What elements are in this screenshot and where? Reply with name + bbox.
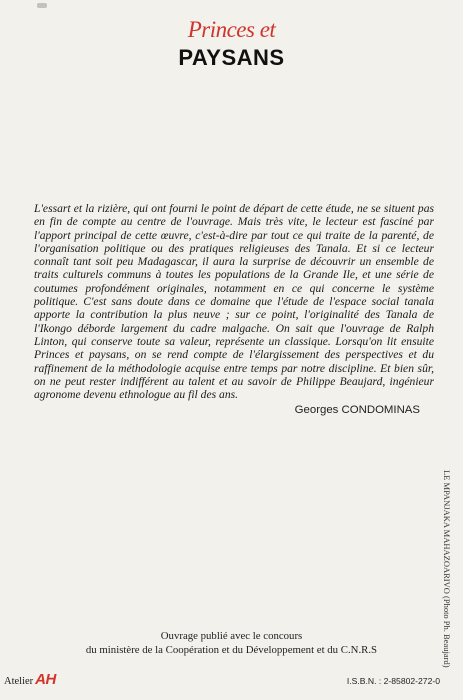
author-name: Georges CONDOMINAS <box>294 404 420 416</box>
support-notice <box>0 629 463 657</box>
publisher-label: Atelier <box>4 676 34 687</box>
title-line-1: Princes et <box>187 17 276 42</box>
staple-mark <box>37 3 47 8</box>
isbn: I.S.B.N. : 2-85802-272-0 <box>346 676 440 686</box>
publisher-logo: AH <box>35 671 56 688</box>
support-line-2: du ministère de la Coopération et du Développement et du C.N.R.S <box>85 644 378 656</box>
photo-credit: LE MPANJAKA MAHAZOARIVO (Photo Ph. Beaujard) <box>442 470 452 668</box>
blurb-text: L'essart et la rizière, qui ont fourni le point de départ de cette étude, ne se situent pas en fin de compte au centre de l'ouvrage. Mais très vite, le lecteur est fasciné par l'apport principal de cette œuvre, c'est-à-dire par tout ce qui traite de la parenté, de l'organisation politique ou des pratiques religieuses des Tanala. Et si ce lecteur connaît tant soit peu Madagascar, il aura la surprise de découvrir un ensemble de traits culturels communs à toutes les populations de la Grande Ile, et une série de coutumes profondément originales, notamment en ce qui concerne le système politique. C'est sans doute dans ce domaine que l'étude de l'espace social tanala apporte la contribution la plus neuve ; sur ce point, l'originalité des Tanala de l'Ikongo déborde largement du cadre malgache. On sait que l'ouvrage de Ralph Linton, qui conserve toute sa valeur, représente un classique. Lorsqu'on lit ensuite Princes et paysans, on se rend compte de l'élargissement des perspectives et du raffinement de la méthodologie acquise entre temps par notre discipline. Et bien sûr, on ne peut rester indifférent au talent et au savoir de Philippe Beaujard, ingénieur agronome devenu ethnologue au fil des ans. <box>34 202 434 402</box>
title-line-2: PAYSANS <box>178 45 285 70</box>
support-line-1: Ouvrage publié avec le concours <box>160 630 303 642</box>
